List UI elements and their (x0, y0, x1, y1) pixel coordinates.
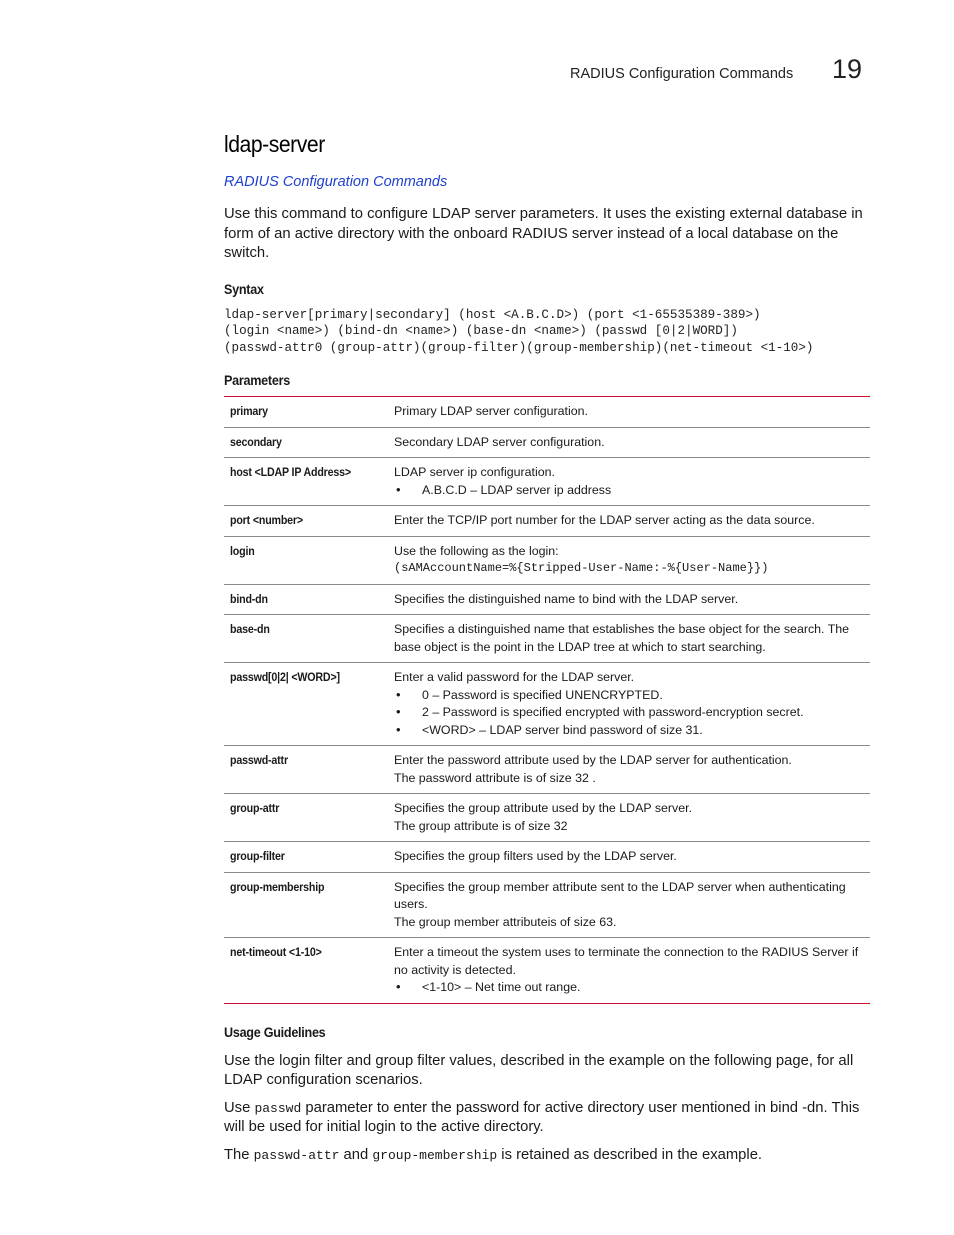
bullet-list (394, 687, 864, 740)
usage-paragraph: The passwd-attr and group-membership is retained as described in the example. (224, 1146, 763, 1163)
table-row (224, 938, 870, 1004)
param-desc: Enter the TCP/IP port number for the LDAP server acting as the data source. (388, 506, 870, 537)
param-desc: Specifies the group member attribute sent to the LDAP server when authenticating users. The group member attributeis of size 63. (388, 872, 870, 938)
param-name: net-timeout <1-10> (230, 945, 322, 959)
parameters-heading: Parameters (224, 372, 290, 388)
usage-paragraph: Use the login filter and group filter values, described in the example on the following page, for all LDAP configuration scenarios. (224, 1052, 854, 1088)
inline-code: passwd (254, 1100, 302, 1116)
param-desc: Enter a timeout the system uses to terminate the connection to the RADIUS Server if no activity is detected. • <1-10> – Net time out range. (388, 938, 870, 1004)
param-name: bind-dn (224, 584, 388, 615)
table-row (224, 842, 870, 873)
intro-paragraph: Use this command to configure LDAP server parameters. It uses the existing external database in form of an active directory with the onboard RADIUS server instead of a local database on the switch. (224, 206, 863, 261)
param-name: port <number> (224, 506, 388, 537)
list-item: • <WORD> – LDAP server bind password of size 31. (394, 722, 864, 740)
param-desc: Enter the password attribute used by the LDAP server for authentication. The password attribute is of size 32 . (388, 746, 870, 794)
table-row (224, 427, 870, 458)
syntax-block (224, 307, 870, 357)
syntax-line: (passwd-attr0 (group-attr)(group-filter)(group-membership)(net-timeout <1-10>) (224, 340, 814, 355)
table-row (224, 397, 870, 428)
page-content (224, 131, 870, 1165)
param-name: host <LDAP IP Address> (224, 458, 388, 506)
param-name: secondary (224, 427, 388, 458)
table-row (224, 615, 870, 663)
table-row (224, 536, 870, 584)
breadcrumb-link[interactable]: RADIUS Configuration Commands (224, 174, 448, 190)
param-name: base-dn (224, 615, 388, 663)
parameters-table (224, 396, 870, 1004)
param-desc: Secondary LDAP server configuration. (388, 427, 870, 458)
chapter-number: 19 (832, 54, 863, 84)
bullet-list (394, 979, 864, 997)
param-name: primary (224, 397, 388, 428)
param-name: passwd-attr (224, 746, 388, 794)
param-desc: LDAP server ip configuration. • A.B.C.D – LDAP server ip address (388, 458, 870, 506)
bullet-list (394, 482, 864, 500)
param-desc: Specifies the group attribute used by the LDAP server. The group attribute is of size 32 (388, 794, 870, 842)
table-row (224, 458, 870, 506)
inline-code: group-membership (372, 1147, 498, 1163)
page-title: ldap-server (224, 131, 325, 157)
inline-code: passwd-attr (253, 1147, 340, 1163)
syntax-line: (login <name>) (bind-dn <name>) (base-dn <name>) (passwd [0|2|WORD]) (224, 324, 738, 338)
list-item: • <1-10> – Net time out range. (394, 979, 864, 997)
param-desc: Specifies a distinguished name that establishes the base object for the search. The base object is the point in the LDAP tree at which to start searching. (388, 615, 870, 663)
param-desc: Specifies the distinguished name to bind with the LDAP server. (388, 584, 870, 615)
syntax-line: ldap-server[primary|secondary] (host <A.B.C.D>) (port <1-65535389-389>) (224, 307, 761, 322)
param-desc: Primary LDAP server configuration. (388, 397, 870, 428)
table-row (224, 506, 870, 537)
param-name: passwd[0|2| <WORD>] (224, 663, 388, 746)
param-name: group-membership (224, 872, 388, 938)
login-code: (sAMAccountName=%{Stripped-User-Name:-%{User-Name}}) (394, 561, 769, 575)
param-name: login (224, 536, 388, 584)
chapter-title: RADIUS Configuration Commands (570, 66, 794, 82)
param-desc: Use the following as the login: (sAMAccountName=%{Stripped-User-Name:-%{User-Name}}) (388, 536, 870, 584)
syntax-heading: Syntax (224, 280, 264, 297)
list-item: • A.B.C.D – LDAP server ip address (394, 482, 864, 500)
param-name: group-attr (224, 794, 388, 842)
table-row (224, 746, 870, 794)
param-name: group-filter (224, 842, 388, 873)
usage-paragraph: Use passwd parameter to enter the password for active directory user mentioned in bind -dn. This will be used for initial login to the active directory. (224, 1099, 860, 1135)
table-row (224, 663, 870, 746)
list-item: • 0 – Password is specified UNENCRYPTED. (394, 687, 864, 705)
table-row (224, 872, 870, 938)
table-row (224, 794, 870, 842)
list-item: • 2 – Password is specified encrypted with password-encryption secret. (394, 704, 864, 722)
param-desc: Specifies the group filters used by the LDAP server. (388, 842, 870, 873)
table-row (224, 584, 870, 615)
usage-heading: Usage Guidelines (224, 1023, 326, 1040)
param-desc: Enter a valid password for the LDAP server. • 0 – Password is specified UNENCRYPTED. • 2 – Password is specified encrypted with password-encryption secret. • <WORD> – LDAP server bind password of size 31. (388, 663, 870, 746)
